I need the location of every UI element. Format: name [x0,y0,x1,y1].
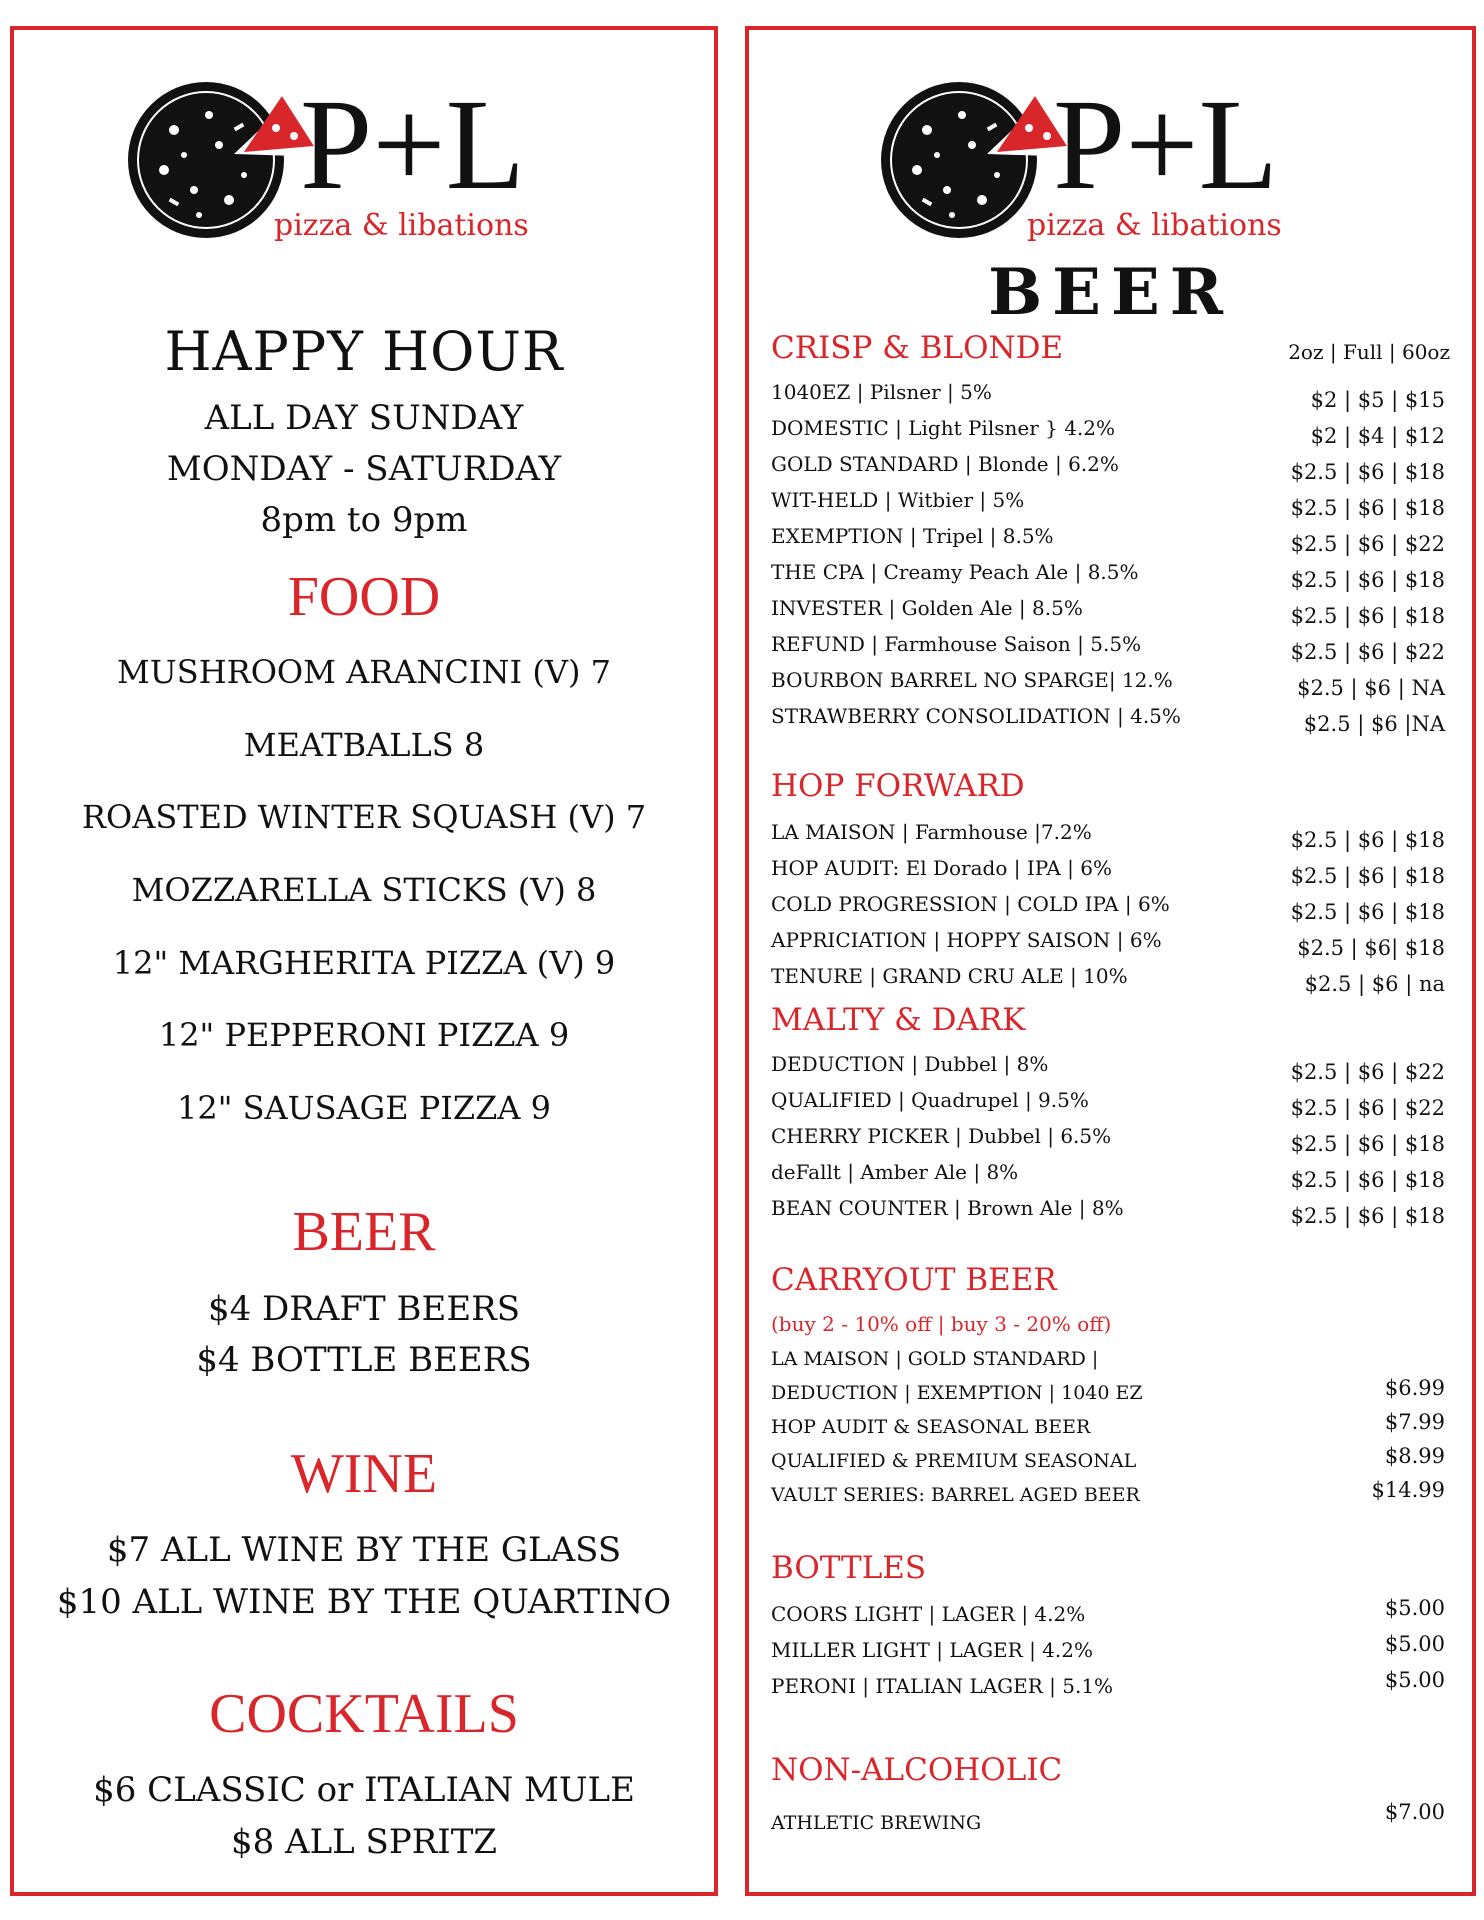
beer-row [771,488,1445,518]
beer-price: $2.5 | $6 |NA [1303,712,1445,736]
pl-logo [124,70,594,250]
beer-price: $2.5 | $6 | $22 [1290,1060,1445,1084]
food-item: MEATBALLS 8 [243,726,485,764]
beer-price: $2 | $5 | $15 [1310,388,1445,412]
beer-menu-title: BEER [988,255,1233,330]
pizza-logo-icon [124,70,594,250]
carryout-name: DEDUCTION | EXEMPTION | 1040 EZ [771,1382,1143,1404]
pizza-logo-icon [877,70,1347,250]
carryout-price: $8.99 [1384,1444,1445,1468]
beer-price: $2.5 | $6 | $18 [1290,496,1445,520]
beer-price: $2.5 | $6 | $18 [1290,1168,1445,1192]
beer-row [771,1196,1445,1226]
beer-row [771,560,1445,590]
happy-hour-days-weekday: MONDAY - SATURDAY [166,449,562,489]
beer-name: QUALIFIED | Quadrupel | 9.5% [771,1088,1089,1112]
carryout-name: HOP AUDIT & SEASONAL BEER [771,1416,1091,1438]
beer-row [771,820,1445,850]
svg-text:pizza & libations: pizza & libations [274,208,529,243]
carryout-name: QUALIFIED & PREMIUM SEASONAL [771,1450,1137,1472]
beer-price: $2.5 | $6| $18 [1297,936,1445,960]
beer-price: $2.5 | $6 | NA [1297,676,1445,700]
beer-row [771,1052,1445,1082]
beer-price: $2.5 | $6 | $22 [1290,1096,1445,1120]
beer-row [771,928,1445,958]
beer-price: $2 | $4 | $12 [1310,424,1445,448]
carryout-discount-note: (buy 2 - 10% off | buy 3 - 20% off) [771,1312,1112,1336]
food-item: 12" MARGHERITA PIZZA (V) 9 [112,944,616,982]
beer-row [771,524,1445,554]
non-alcoholic-heading: NON-ALCOHOLIC [771,1752,1063,1788]
bottle-price: $5.00 [1384,1596,1445,1620]
beer-deal-line: $4 BOTTLE BEERS [196,1340,532,1380]
food-item: MUSHROOM ARANCINI (V) 7 [117,653,611,691]
beer-row [771,416,1445,446]
size-columns-header: 2oz | Full | 60oz [1288,340,1450,364]
happy-hour-title: HAPPY HOUR [164,320,564,383]
svg-text:P+L: P+L [1053,73,1279,217]
bottle-price: $5.00 [1384,1668,1445,1692]
carryout-price: $6.99 [1384,1376,1445,1400]
bottle-name: COORS LIGHT | LAGER | 4.2% [771,1602,1086,1626]
cocktails-deal-line: $6 CLASSIC or ITALIAN MULE [93,1770,635,1810]
wine-deal-line: $7 ALL WINE BY THE GLASS [106,1530,622,1570]
carryout-name: LA MAISON | GOLD STANDARD | [771,1348,1099,1370]
happy-hour-time: 8pm to 9pm [260,500,468,540]
beer-name: 1040EZ | Pilsner | 5% [771,380,992,404]
bottle-name: MILLER LIGHT | LAGER | 4.2% [771,1638,1093,1662]
beer-price: $2.5 | $6 | $18 [1290,1132,1445,1156]
non-alcoholic-name: ATHLETIC BREWING [771,1812,982,1834]
wine-deal-line: $10 ALL WINE BY THE QUARTINO [56,1582,672,1622]
beer-row [771,1160,1445,1190]
beer-row [771,704,1445,734]
beer-name: STRAWBERRY CONSOLIDATION | 4.5% [771,704,1181,728]
crisp-blonde-heading: CRISP & BLONDE [771,330,1064,366]
beer-row [771,596,1445,626]
beer-name: APPRICIATION | HOPPY SAISON | 6% [771,928,1162,952]
beer-name: THE CPA | Creamy Peach Ale | 8.5% [771,560,1139,584]
carryout-name: VAULT SERIES: BARREL AGED BEER [771,1484,1140,1506]
pl-logo [877,70,1347,250]
beer-name: CHERRY PICKER | Dubbel | 6.5% [771,1124,1112,1148]
beer-name: REFUND | Farmhouse Saison | 5.5% [771,632,1142,656]
beer-price: $2.5 | $6 | $18 [1290,568,1445,592]
food-item: MOZZARELLA STICKS (V) 8 [131,871,597,909]
beer-menu-panel [745,26,1476,1896]
beer-price: $2.5 | $6 | $18 [1290,900,1445,924]
beer-name: HOP AUDIT: El Dorado | IPA | 6% [771,856,1112,880]
bottle-price: $5.00 [1384,1632,1445,1656]
beer-name: BEAN COUNTER | Brown Ale | 8% [771,1196,1124,1220]
carryout-price: $7.99 [1384,1410,1445,1434]
beer-name: COLD PROGRESSION | COLD IPA | 6% [771,892,1170,916]
beer-price: $2.5 | $6 | $18 [1290,864,1445,888]
beer-deal-heading: BEER [292,1201,436,1263]
beer-price: $2.5 | $6 | $22 [1290,532,1445,556]
beer-name: BOURBON BARREL NO SPARGE| 12.% [771,668,1173,692]
beer-name: DOMESTIC | Light Pilsner } 4.2% [771,416,1116,440]
happy-hour-days-sunday: ALL DAY SUNDAY [204,398,524,438]
beer-price: $2.5 | $6 | $18 [1290,460,1445,484]
beer-row [771,380,1445,410]
beer-name: EXEMPTION | Tripel | 8.5% [771,524,1054,548]
beer-name: DEDUCTION | Dubbel | 8% [771,1052,1049,1076]
food-heading: FOOD [287,566,441,628]
non-alcoholic-price: $7.00 [1384,1800,1445,1824]
beer-name: TENURE | GRAND CRU ALE | 10% [771,964,1128,988]
beer-row [771,892,1445,922]
beer-row [771,632,1445,662]
beer-price: $2.5 | $6 | $22 [1290,640,1445,664]
beer-row [771,452,1445,482]
beer-name: deFallt | Amber Ale | 8% [771,1160,1019,1184]
beer-price: $2.5 | $6 | $18 [1290,604,1445,628]
svg-text:P+L: P+L [300,73,526,217]
beer-price: $2.5 | $6 | na [1304,972,1445,996]
beer-row [771,1124,1445,1154]
food-item: 12" SAUSAGE PIZZA 9 [176,1089,551,1127]
cocktails-deal-line: $8 ALL SPRITZ [230,1822,498,1862]
malty-dark-heading: MALTY & DARK [771,1002,1026,1038]
beer-row [771,668,1445,698]
beer-deal-line: $4 DRAFT BEERS [207,1289,521,1329]
hop-forward-heading: HOP FORWARD [771,768,1025,804]
bottle-name: PERONI | ITALIAN LAGER | 5.1% [771,1674,1114,1698]
beer-row [771,1088,1445,1118]
beer-name: LA MAISON | Farmhouse |7.2% [771,820,1092,844]
cocktails-deal-heading: COCKTAILS [209,1683,519,1745]
food-item: 12" PEPPERONI PIZZA 9 [158,1016,570,1054]
food-item: ROASTED WINTER SQUASH (V) 7 [81,798,647,836]
carryout-price: $14.99 [1371,1478,1445,1502]
wine-deal-heading: WINE [290,1443,438,1505]
beer-name: WIT-HELD | Witbier | 5% [771,488,1025,512]
svg-text:pizza & libations: pizza & libations [1027,208,1282,243]
beer-name: GOLD STANDARD | Blonde | 6.2% [771,452,1119,476]
beer-row [771,856,1445,886]
beer-price: $2.5 | $6 | $18 [1290,828,1445,852]
bottles-heading: BOTTLES [771,1550,927,1586]
beer-name: INVESTER | Golden Ale | 8.5% [771,596,1083,620]
happy-hour-panel [10,26,718,1896]
carryout-beer-heading: CARRYOUT BEER [771,1262,1057,1298]
beer-row [771,964,1445,994]
beer-price: $2.5 | $6 | $18 [1290,1204,1445,1228]
